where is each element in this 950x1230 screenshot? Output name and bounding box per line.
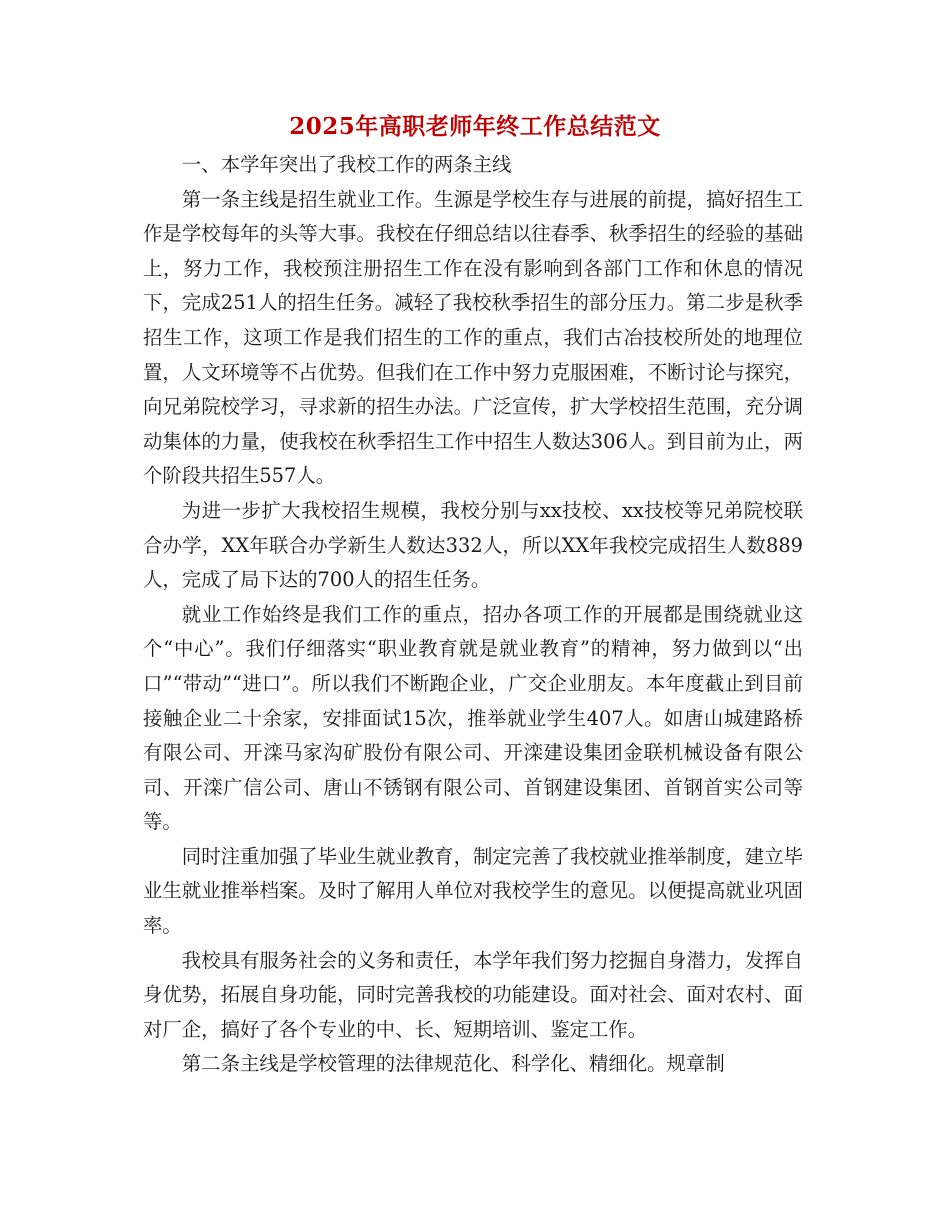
paragraph-employment-education: 同时注重加强了毕业生就业教育，制定完善了我校就业推举制度，建立毕业生就业推举档案。及时了解用人单位对我校学生的意见。以便提高就业巩固率。 bbox=[143, 844, 803, 938]
paragraph-employment-work: 就业工作始终是我们工作的重点，招办各项工作的开展都是围绕就业这个“中心”。我们仔细落实“职业教育就是就业教育”的精神，努力做到以“出口”“带动”“进口”。所以我们不断跑企业，广交企业朋友。本年度截止到目前接触企业二十余家，安排面试15次，推举就业学生407人。如唐山城建路桥有限公司、开滦马家沟矿股份有限公司、开滦建设集团金联机械设备有限公司、开滦广信公司、唐山不锈钢有限公司、首钢建设集团、首钢首实公司等等。 bbox=[143, 602, 803, 834]
document-body bbox=[143, 148, 803, 1082]
document-title: 2025年高职老师年终工作总结范文 bbox=[289, 113, 661, 140]
paragraph-joint-schooling: 为进一步扩大我校招生规模，我校分别与xx技校、xx技校等兄弟院校联合办学，XX年联合办学新生人数达332人，所以XX年我校完成招生人数889人，完成了局下达的700人的招生任务。 bbox=[143, 498, 803, 592]
paragraph-social-service: 我校具有服务社会的义务和责任，本学年我们努力挖掘自身潜力，发挥自身优势，拓展自身功能，同时完善我校的功能建设。面对社会、面对农村、面对厂企，搞好了各个专业的中、长、短期培训、鉴定工作。 bbox=[143, 948, 803, 1041]
paragraph-enrollment-work: 第一条主线是招生就业工作。生源是学校生存与进展的前提，搞好招生工作是学校每年的头等大事。我校在仔细总结以往春季、秋季招生的经验的基础上，努力工作，我校预注册招生工作在没有影响到各部门工作和休息的情况下，完成251人的招生任务。减轻了我校秋季招生的部分压力。第二步是秋季招生工作，这项工作是我们招生的工作的重点，我们古冶技校所处的地理位置，人文环境等不占优势。但我们在工作中努力克服困难，不断讨论与探究，向兄弟院校学习，寻求新的招生办法。广泛宣传，扩大学校招生范围，充分调动集体的力量，使我校在秋季招生工作中招生人数达306人。到目前为止，两个阶段共招生557人。 bbox=[143, 187, 803, 488]
paragraph-section-heading: 一、本学年突出了我校工作的两条主线 bbox=[181, 153, 512, 176]
paragraph-second-mainline: 第二条主线是学校管理的法律规范化、科学化、精细化。规章制 bbox=[181, 1052, 725, 1076]
